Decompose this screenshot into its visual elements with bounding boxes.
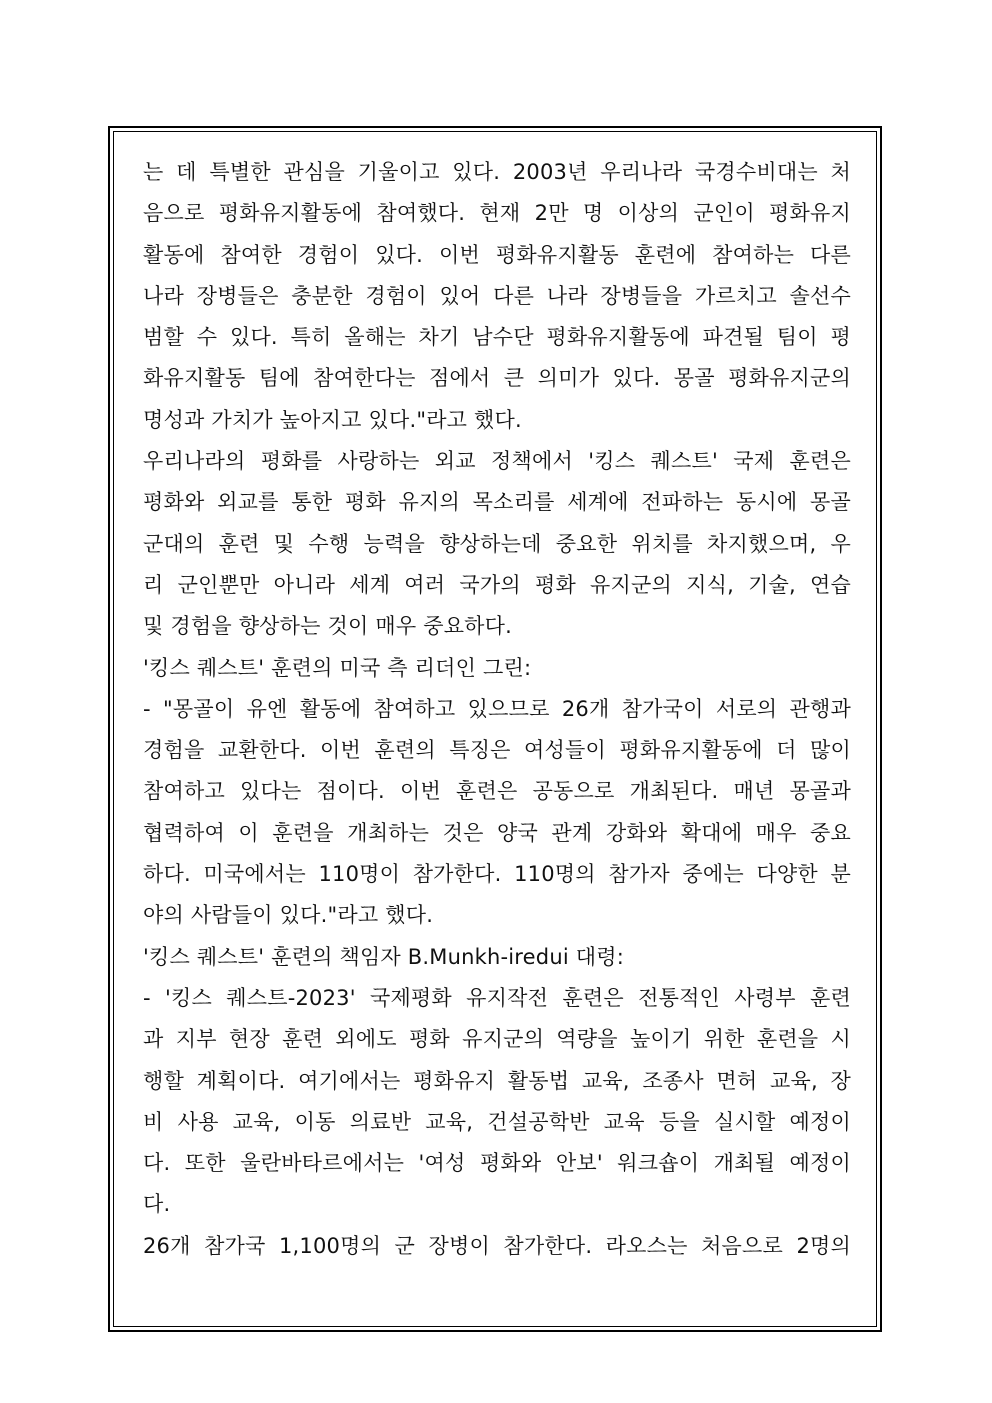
text-line: 명성과 가치가 높아지고 있다."라고 했다. — [143, 407, 522, 432]
text-line: 및 경험을 향상하는 것이 매우 중요하다. — [143, 614, 513, 639]
text-line: 화유지활동 팀에 참여한다는 점에서 큰 의미가 있다. 몽골 평화유지군의 — [143, 366, 851, 391]
text-line: 평화와 외교를 통한 평화 유지의 목소리를 세계에 전파하는 동시에 몽골 — [143, 490, 851, 515]
text-line: 음으로 평화유지활동에 참여했다. 현재 2만 명 이상의 군인이 평화유지 — [143, 201, 851, 226]
text-line: 다. 또한 울란바타르에서는 '여성 평화와 안보' 워크숍이 개최될 예정이 — [143, 1151, 851, 1176]
text-line: 행할 계획이다. 여기에서는 평화유지 활동법 교육, 조종사 면허 교육, 장 — [143, 1068, 851, 1093]
text-line: - '킹스 퀘스트-2023' 국제평화 유지작전 훈련은 전통적인 사령부 훈련 — [143, 985, 851, 1010]
text-line: 군대의 훈련 및 수행 능력을 향상하는데 중요한 위치를 차지했으며, 우 — [143, 531, 851, 556]
text-line: 다. — [143, 1192, 171, 1217]
text-line: 범할 수 있다. 특히 올해는 차기 남수단 평화유지활동에 파견될 팀이 평 — [143, 325, 851, 350]
text-line: 리 군인뿐만 아니라 세계 여러 국가의 평화 유지군의 지식, 기술, 연습 — [143, 572, 851, 597]
text-line: 경험을 교환한다. 이번 훈련의 특징은 여성들이 평화유지활동에 더 많이 — [143, 738, 851, 763]
text-line: 비 사용 교육, 이동 의료반 교육, 건설공학반 교육 등을 실시할 예정이 — [143, 1109, 851, 1134]
text-line: 는 데 특별한 관심을 기울이고 있다. 2003년 우리나라 국경수비대는 처 — [143, 160, 851, 184]
text-line: 야의 사람들이 있다."라고 했다. — [143, 903, 434, 928]
text-line: 하다. 미국에서는 110명이 참가한다. 110명의 참가자 중에는 다양한 분 — [143, 862, 851, 887]
text-line: 26개 참가국 1,100명의 군 장병이 참가한다. 라오스는 처음으로 2명의 — [143, 1233, 851, 1258]
text-line: 참여하고 있다는 점이다. 이번 훈련은 공동으로 개최된다. 매년 몽골과 — [143, 779, 851, 804]
text-line: 활동에 참여한 경험이 있다. 이번 평화유지활동 훈련에 참여하는 다른 — [143, 242, 851, 267]
text-line: 협력하여 이 훈련을 개최하는 것은 양국 관계 강화와 확대에 매우 중요 — [143, 820, 851, 845]
text-line: 나라 장병들은 충분한 경험이 있어 다른 나라 장병들을 가르치고 솔선수 — [143, 283, 851, 308]
document-body — [143, 152, 851, 1267]
text-line: 과 지부 현장 훈련 외에도 평화 유지군의 역량을 높이기 위한 훈련을 시 — [143, 1027, 851, 1052]
text-line: - "몽골이 유엔 활동에 참여하고 있으므로 26개 참가국이 서로의 관행과 — [143, 696, 851, 721]
text-line: '킹스 퀘스트' 훈련의 미국 측 리더인 그린: — [143, 655, 532, 680]
text-line: 우리나라의 평화를 사랑하는 외교 정책에서 '킹스 퀘스트' 국제 훈련은 — [143, 449, 851, 474]
text-line: '킹스 퀘스트' 훈련의 책임자 B.Munkh-iredui 대령: — [143, 944, 624, 969]
